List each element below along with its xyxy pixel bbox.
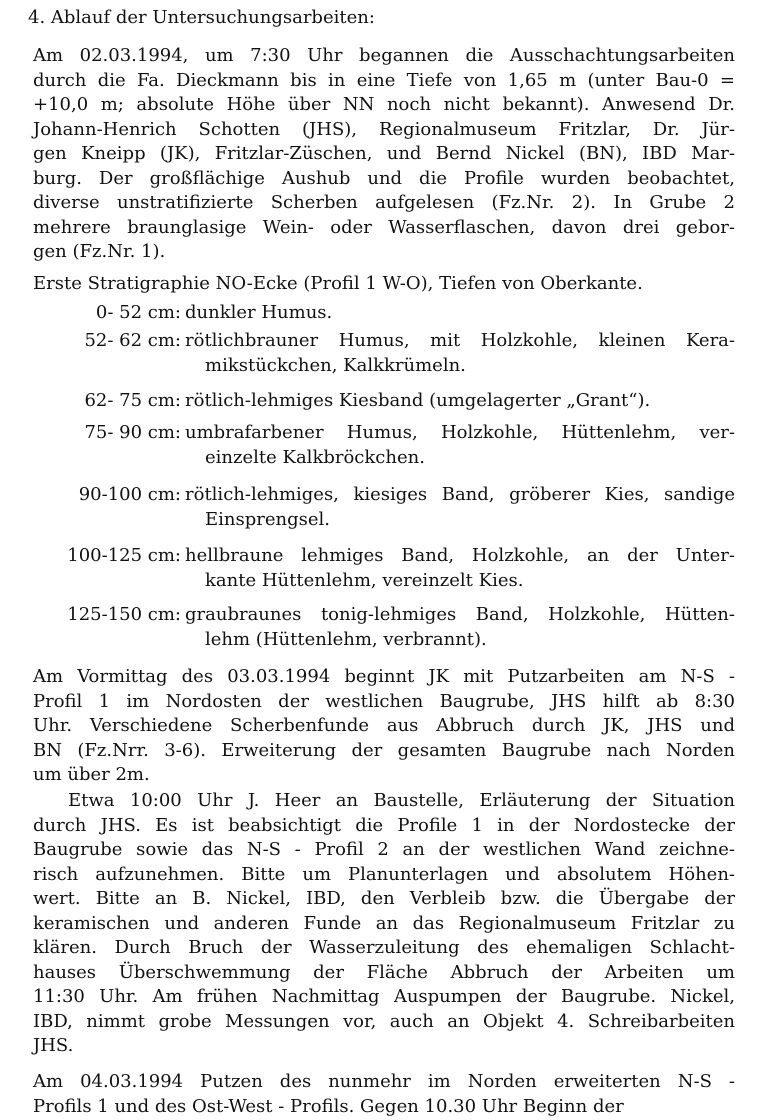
text-line: Johann-Henrich Schotten (JHS), Regionalmuseum Fritzlar, Dr. Jür- (33, 118, 735, 140)
text-line: rötlich-lehmiges, kiesiges Band, gröberer Kies, sandige (185, 484, 735, 505)
text-line: Baugrube sowie das N-S - Profil 2 an der westlichen Wand zeichne- (33, 839, 735, 860)
paragraph-1 (33, 44, 735, 265)
paragraph-3 (33, 789, 735, 1059)
text-line: Profils 1 und des Ost-West - Profils. Gegen 10.30 Uhr Beginn der (33, 1095, 624, 1117)
text-line: dunkler Humus. (185, 302, 333, 323)
text-line: burg. Der großflächige Aushub und die Profile wurden beobachtet, (33, 167, 735, 189)
stratigraphy-title: Erste Stratigraphie NO-Ecke (Profil 1 W-O), Tiefen von Oberkante. (33, 273, 643, 294)
layer-description (185, 420, 735, 470)
layer-description (185, 300, 735, 325)
text-line: graubraunes tonig-lehmiges Band, Holzkohle, Hütten- (185, 604, 735, 625)
depth-range: 62- 75 cm: (84, 390, 181, 411)
text-line: durch JHS. Es ist beabsichtigt die Profile 1 in der Nordostecke der (33, 814, 735, 836)
text-line: gen Kneipp (JK), Fritzlar-Züschen, und Bernd Nickel (BN), IBD Mar- (33, 143, 735, 164)
text-line: rötlich-lehmiges Kiesband (umgelagerter „Grant“). (185, 390, 651, 411)
text-line: umbrafarbener Humus, Holzkohle, Hüttenlehm, ver- (185, 422, 735, 443)
text-line: wert. Bitte an B. Nickel, IBD, den Verbleib bzw. die Übergabe der (33, 888, 735, 909)
text-line: hellbraune lehmiges Band, Holzkohle, an der Unter- (185, 545, 735, 566)
text-line: um über 2m. (33, 764, 150, 785)
text-line: Am 04.03.1994 Putzen des nunmehr im Norden erweiterten N-S - (33, 1071, 735, 1092)
text-line: lehm (Hüttenlehm, verbrannt). (205, 629, 487, 650)
text-line: 11:30 Uhr. Am frühen Nachmittag Auspumpen der Baugrube. Nickel, (33, 986, 735, 1007)
text-line: mehrere braunglasige Wein- oder Wasserflaschen, davon drei gebor- (33, 216, 735, 238)
text-line: Am 02.03.1994, um 7:30 Uhr begannen die Ausschachtungsarbeiten (33, 45, 735, 66)
layer-description (185, 328, 735, 378)
depth-range: 0- 52 cm: (95, 302, 181, 323)
layer-description (185, 602, 735, 652)
text-line: Einsprengsel. (205, 509, 330, 530)
text-line: gen (Fz.Nr. 1). (33, 241, 166, 262)
text-line: rötlichbrauner Humus, mit Holzkohle, kleinen Kera- (185, 330, 735, 351)
text-line: JHS. (33, 1035, 74, 1056)
paragraph-2 (33, 665, 735, 788)
text-line: einzelte Kalkbröckchen. (205, 447, 425, 468)
text-line: +10,0 m; absolute Höhe über NN noch nicht bekannt). Anwesend Dr. (33, 94, 735, 115)
text-line: Etwa 10:00 Uhr J. Heer an Baustelle, Erläuterung der Situation (68, 790, 735, 811)
text-line: BN (Fz.Nrr. 3-6). Erweiterung der gesamten Baugrube nach Norden (33, 739, 735, 761)
layer-description (185, 482, 735, 532)
depth-range: 52- 62 cm: (84, 330, 181, 351)
depth-range: 125-150 cm: (67, 604, 181, 625)
section-heading: 4. Ablauf der Untersuchungsarbeiten: (28, 7, 375, 28)
text-line: mikstückchen, Kalkkrümeln. (205, 355, 466, 376)
text-line: Profil 1 im Nordosten der westlichen Baugrube, JHS hilft ab 8:30 (33, 690, 735, 712)
paragraph-4 (33, 1070, 735, 1119)
layer-description (185, 388, 735, 413)
layer-description (185, 543, 735, 593)
depth-range: 100-125 cm: (67, 545, 181, 566)
text-line: Uhr. Verschiedene Scherbenfunde aus Abbruch durch JK, JHS und (33, 715, 735, 736)
text-line: Am Vormittag des 03.03.1994 beginnt JK mit Putzarbeiten am N-S - (33, 666, 735, 687)
text-line: klären. Durch Bruch der Wasserzuleitung des ehemaligen Schlacht- (33, 937, 735, 958)
text-line: risch aufzunehmen. Bitte um Planunterlagen und absolutem Höhen- (33, 863, 735, 885)
text-line: durch die Fa. Dieckmann bis in eine Tiefe von 1,65 m (unter Bau-0 = (33, 69, 735, 91)
depth-range: 75- 90 cm: (84, 422, 181, 443)
text-line: hauses Überschwemmung der Fläche Abbruch der Arbeiten um (33, 961, 735, 983)
text-line: diverse unstratifizierte Scherben aufgelesen (Fz.Nr. 2). In Grube 2 (33, 192, 735, 213)
text-line: IBD, nimmt grobe Messungen vor, auch an Objekt 4. Schreibarbeiten (33, 1010, 735, 1032)
depth-range: 90-100 cm: (78, 484, 181, 505)
text-line: kante Hüttenlehm, vereinzelt Kies. (205, 570, 524, 591)
text-line: keramischen und anderen Funde an das Regionalmuseum Fritzlar zu (33, 912, 735, 934)
